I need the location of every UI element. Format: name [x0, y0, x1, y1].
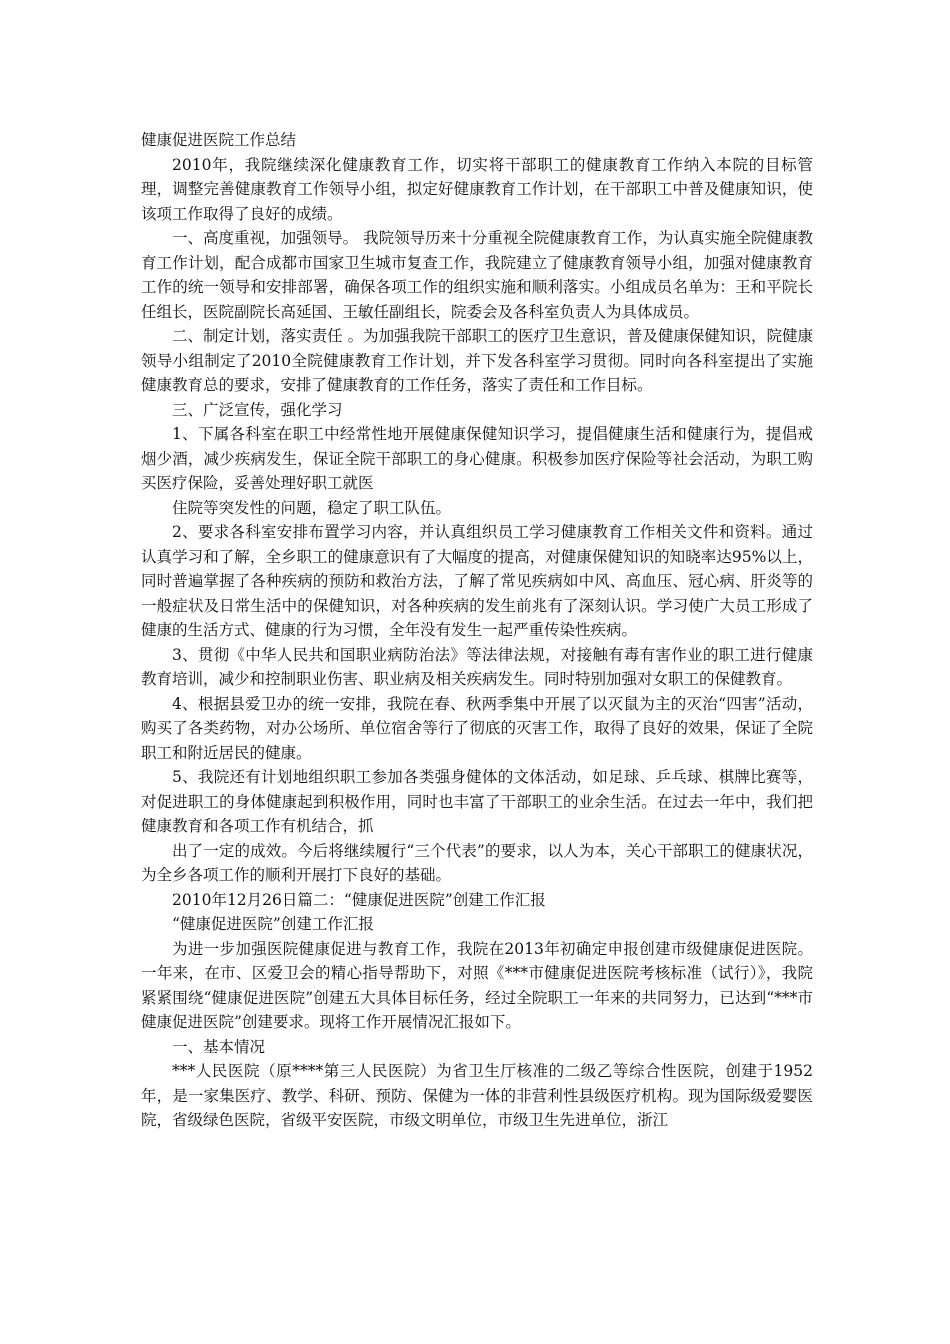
paragraph-item-5: 5、我院还有计划地组织职工参加各类强身健体的文体活动，如足球、乒乓球、棋牌比赛等，对促进职工的身体健康起到积极作用，同时也丰富了干部职工的业余生活。在过去一年中，我们把健康教育和各项工作有机结合，抓: [141, 768, 813, 835]
paragraph-item-5-cont: 出了一定的成效。今后将继续履行“三个代表”的要求，以人为本，关心干部职工的健康状况，为全乡各项工作的顺利开展打下良好的基础。: [141, 841, 813, 884]
paragraph-item-4: 4、根据县爱卫办的统一安排，我院在春、秋两季集中开展了以灭鼠为主的灭治“四害”活动，购买了各类药物，对办公场所、单位宿舍等行了彻底的灭害工作，取得了良好的效果，保证了全院职工和附近居民的健康。: [141, 694, 813, 762]
heading-section-3: 三、广泛宣传，强化学习: [172, 400, 343, 419]
heading-basic-info: 一、基本情况: [172, 1037, 266, 1056]
paragraph-item-2: 2、要求各科室安排布置学习内容，并认真组织员工学习健康教育工作相关文件和资料。通过认真学习和了解，全乡职工的健康意识有了大幅度的提高，对健康保健知识的知晓率达95%以上，同时普遍掌握了各种疾病的预防和救治方法，了解了常见疾病如中风、高血压、冠心病、肝炎等的一般症状及日常生活中的保健知识，对各种疾病的发生前兆有了深刻认识。学习使广大员工形成了健康的生活方式、健康的行为习惯，全年没有发生一起严重传染性疾病。: [141, 523, 813, 639]
paragraph-section-2: 二、制定计划，落实责任 。为加强我院干部职工的医疗卫生意识，普及健康保健知识，院健康领导小组制定了2010全院健康教育工作计划，并下发各科室学习贯彻。同时向各科室提出了实施健康教育总的要求，安排了健康教育的工作任务，落实了责任和工作目标。: [141, 327, 813, 394]
paragraph-date-part2: 2010年12月26日篇二：“健康促进医院”创建工作汇报: [172, 890, 546, 909]
paragraph-item-3: 3、贯彻《中华人民共和国职业病防治法》等法律法规，对接触有毒有害作业的职工进行健康教育培训，减少和控制职业伤害、职业病及相关疾病发生。同时特别加强对女职工的保健教育。: [141, 645, 813, 688]
paragraph-item-1-cont: 住院等突发性的问题，稳定了职工队伍。: [172, 498, 452, 517]
paragraph-section-1: 一、高度重视，加强领导。 我院领导历来十分重视全院健康教育工作，为认真实施全院健康教育工作计划，配合成都市国家卫生城市复查工作，我院建立了健康教育领导小组，加强对健康教育工作的统一领导和安排部署，确保各项工作的组织实施和顺利落实。小组成员名单为：王和平院长任组长，医院副院长高延国、王敏任副组长，院委会及各科室负责人为具体成员。: [141, 229, 813, 321]
paragraph-intro: 2010年，我院继续深化健康教育工作，切实将干部职工的健康教育工作纳入本院的目标管理，调整完善健康教育工作领导小组，拟定好健康教育工作计划，在干部职工中普及健康知识，使该项工作取得了良好的成绩。: [141, 155, 813, 223]
document-title: 健康促进医院工作总结: [141, 131, 297, 149]
document-page: [141, 128, 813, 1133]
paragraph-item-1: 1、下属各科室在职工中经常性地开展健康保健知识学习，提倡健康生活和健康行为，提倡戒烟少酒，减少疾病发生，保证全院干部职工的身心健康。积极参加医疗保险等社会活动，为职工购买医疗保险，妥善处理好职工就医: [141, 425, 813, 492]
paragraph-part2-intro: 为进一步加强医院健康促进与教育工作，我院在2013年初确定申报创建市级健康促进医院。一年来，在市、区爱卫会的精心指导帮助下，对照《***市健康促进医院考核标准（试行）》，我院紧紧围绕“健康促进医院”创建五大具体目标任务，经过全院职工一年来的共同努力，已达到“***市健康促进医院”创建要求。现将工作开展情况汇报如下。: [141, 939, 813, 1031]
heading-part2-title: “健康促进医院”创建工作汇报: [172, 915, 374, 933]
paragraph-basic-info: ***人民医院（原****第三人民医院）为省卫生厅核准的二级乙等综合性医院，创建于1952年，是一家集医疗、教学、科研、预防、保健为一体的非营利性县级医疗机构。现为国际级爱婴医院，省级绿色医院，省级平安医院，市级文明单位，市级卫生先进单位，浙江: [141, 1062, 813, 1129]
